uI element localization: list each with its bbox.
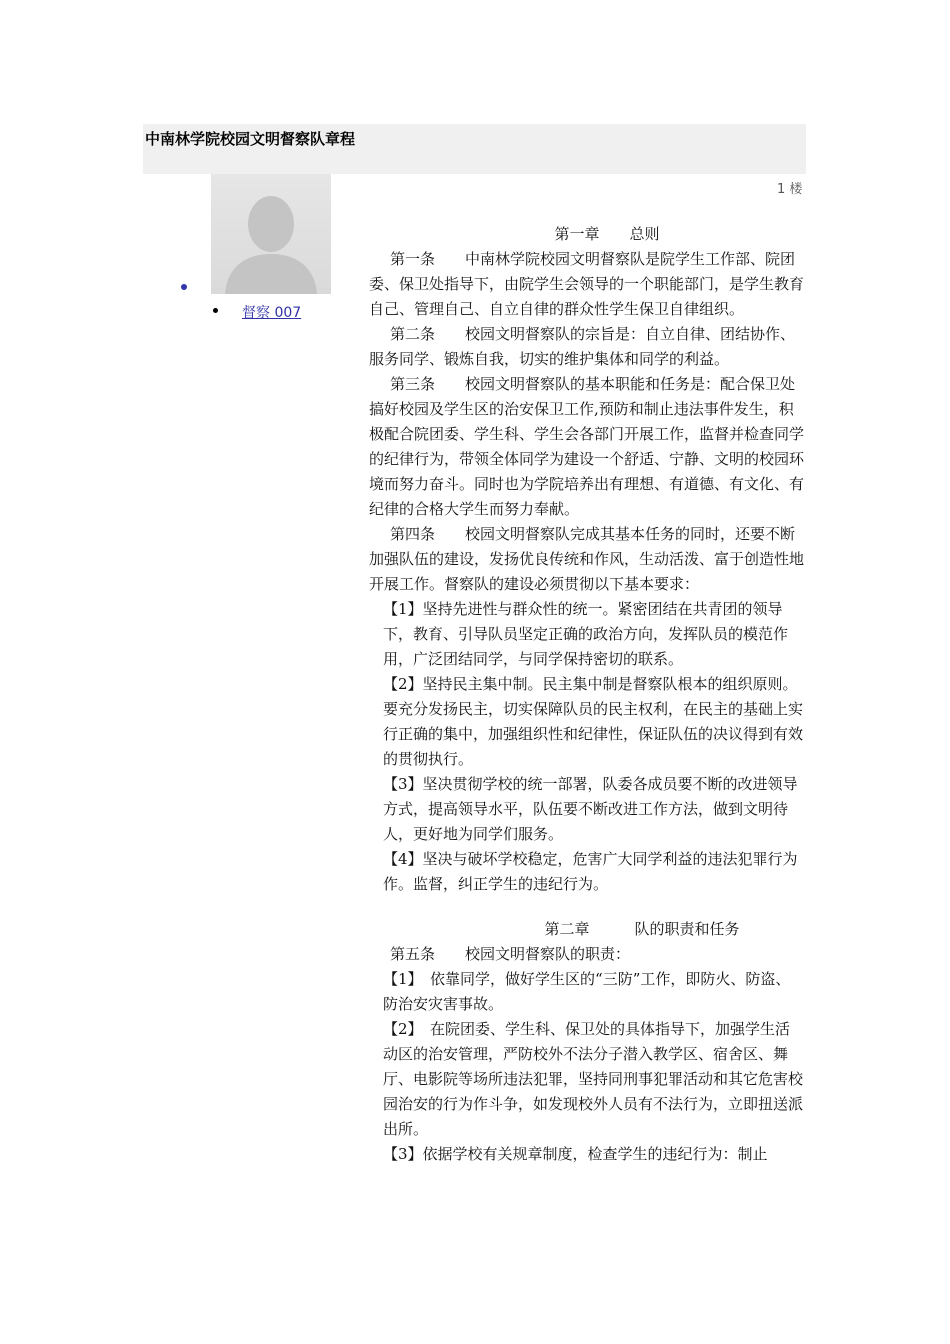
paragraph: 第三条 校园文明督察队的基本职能和任务是：配合保卫处搞好校园及学生区的治安保卫工作,预防和制止违法事件发生，积极配合院团委、学生科、学生会各部门开展工作，监督并检查同学的纪律行为，带领全体同学为建设一个舒适、宁静、文明的校园环境而努力奋斗。同时也为学院培养出有理想、有道德、有文化、有纪律的合格大学生而努力奉献。 bbox=[369, 375, 805, 518]
chapter-heading: 第二章 队的职责和任务 bbox=[544, 920, 740, 938]
avatar[interactable] bbox=[211, 174, 331, 294]
list-item: 【1】坚持先进性与群众性的统一。紧密团结在共青团的领导下，教育、引导队员坚定正确的政治方向，发挥队员的模范作用，广泛团结同学，与同学保持密切的联系。 bbox=[383, 600, 789, 668]
chapter-heading: 第一章 总则 bbox=[554, 225, 660, 243]
paragraph: 第五条 校园文明督察队的职责： bbox=[390, 945, 631, 963]
user-silhouette-icon bbox=[211, 174, 331, 294]
list-item: 【4】坚决与破坏学校稳定，危害广大同学利益的违法犯罪行为作。监督，纠正学生的违纪行为。 bbox=[383, 850, 798, 893]
username-link[interactable]: 督察 007 bbox=[242, 305, 302, 321]
paragraph: 第一条 中南林学院校园文明督察队是院学生工作部、院团委、保卫处指导下，由院学生会领导的一个职能部门，是学生教育自己、管理自己、自立自律的群众性学生保卫自律组织。 bbox=[369, 250, 805, 318]
list-bullet bbox=[181, 284, 187, 290]
post-body bbox=[369, 222, 805, 1167]
list-item: 【2】坚持民主集中制。民主集中制是督察队根本的组织原则。要充分发扬民主，切实保障队员的民主权利，在民主的基础上实行正确的集中，加强组织性和纪律性，保证队伍的决议得到有效的贯彻执行。 bbox=[383, 675, 804, 768]
title-bar bbox=[143, 124, 806, 174]
paragraph: 第二条 校园文明督察队的宗旨是：自立自律、团结协作、服务同学、锻炼自我，切实的维护集体和同学的利益。 bbox=[369, 325, 796, 368]
list-item: 【1】 依靠同学，做好学生区的“三防”工作，即防火、防盗、防治安灾害事故。 bbox=[383, 970, 791, 1013]
paragraph: 第四条 校园文明督察队完成其基本任务的同时，还要不断加强队伍的建设，发扬优良传统和作风，生动活泼、富于创造性地开展工作。督察队的建设必须贯彻以下基本要求： bbox=[369, 525, 805, 593]
page-title: 中南林学院校园文明督察队章程 bbox=[145, 130, 356, 148]
floor-label: 1 楼 bbox=[777, 182, 803, 197]
list-bullet bbox=[213, 308, 218, 313]
list-item: 【3】依据学校有关规章制度，检查学生的违纪行为：制止 bbox=[383, 1145, 768, 1163]
list-item: 【2】 在院团委、学生科、保卫处的具体指导下，加强学生活动区的治安管理，严防校外不法分子潜入教学区、宿舍区、舞厅、电影院等场所违法犯罪，坚持同刑事犯罪活动和其它危害校园治安的行为作斗争，如发现校外人员有不法行为，立即扭送派出所。 bbox=[383, 1020, 804, 1138]
list-item: 【3】坚决贯彻学校的统一部署，队委各成员要不断的改进领导方式，提高领导水平，队伍要不断改进工作方法，做到文明待人，更好地为同学们服务。 bbox=[383, 775, 798, 843]
